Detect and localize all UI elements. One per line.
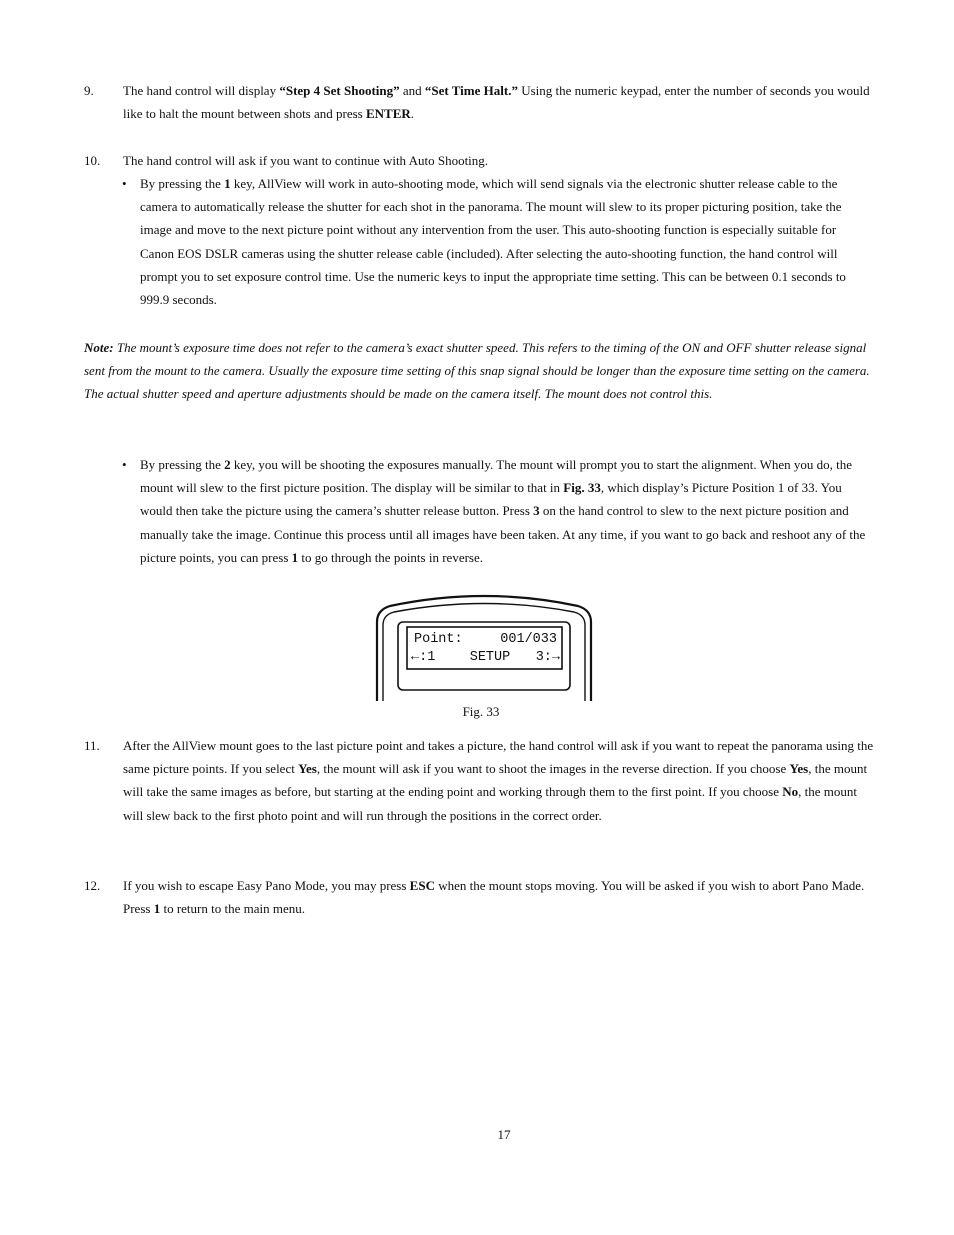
hand-control-illustration <box>374 594 594 702</box>
item-number: 10. <box>84 153 101 168</box>
note-paragraph <box>84 336 874 406</box>
lcd-line2-mid: SETUP <box>469 650 511 665</box>
note-label: Note: <box>84 340 114 355</box>
lcd-line1-left: Point: <box>414 632 463 647</box>
item-text: After the AllView mount goes to the last picture point and takes a picture, the hand control will ask if you want to repeat the panorama using the same picture points. If you select Yes, the mount will ask if you want to shoot the images in the reverse direction. If you choose Yes, the mount will take the same images as before, but starting at the ending point and working through them to the first point. If you choose No, the mount will slew back to the first photo point and will run through the positions in the correct order. <box>123 738 874 823</box>
bullet-dot: • <box>122 176 127 191</box>
lcd-line2-left: ←:1 <box>411 650 436 665</box>
item-number: 9. <box>84 83 94 98</box>
lcd-line2-right: 3:→ <box>535 650 560 665</box>
item-text: The hand control will ask if you want to continue with Auto Shooting. <box>123 153 489 168</box>
item-10 <box>84 149 874 172</box>
item-number: 12. <box>84 878 101 893</box>
bullet-manual-shooting <box>122 453 872 569</box>
item-text: If you wish to escape Easy Pano Mode, you may press ESC when the mount stops moving. You will be asked if you wish to abort Pano Made. Press 1 to return to the main menu. <box>123 878 865 917</box>
item-11 <box>84 734 874 827</box>
item-number: 11. <box>84 738 100 753</box>
item-12 <box>84 874 874 920</box>
bullet-text: By pressing the 1 key, AllView will work in auto-shooting mode, which will send signals via the electronic shutter release cable to the camera to automatically release the shutter for each shot in the panorama. The mount will slew to its proper picturing position, take the image and move to the next picture point without any intervention from the user. This auto-shooting function is especially suitable for Canon EOS DSLR cameras using the shutter release cable (included). After selecting the auto-shooting function, the hand control will prompt you to set exposure control time. Use the numeric keys to input the appropriate time setting. This can be between 0.1 seconds to 999.9 seconds. <box>140 176 846 308</box>
page-number: 17 <box>497 1127 511 1142</box>
bullet-dot: • <box>122 457 127 472</box>
lcd-line1-right: 001/033 <box>500 632 557 647</box>
figure-caption: Fig. 33 <box>462 704 500 719</box>
item-text: The hand control will display “Step 4 Set Shooting” and “Set Time Halt.” Using the numeric keypad, enter the number of seconds you would like to halt the mount between shots and press ENTER. <box>123 83 870 122</box>
hand-control-display-figure <box>374 594 594 702</box>
bullet-text: By pressing the 2 key, you will be shooting the exposures manually. The mount will prompt you to start the alignment. When you do, the mount will slew to the first picture position. The display will be similar to that in Fig. 33, which display’s Picture Position 1 of 33. You would then take the picture using the camera’s shutter release button. Press 3 on the hand control to slew to the next picture position and manually take the image. Continue this process until all images have been taken. At any time, if you want to go back and reshoot any of the picture points, you can press 1 to go through the points in reverse. <box>140 457 866 565</box>
item-9 <box>84 79 874 125</box>
bullet-auto-shooting <box>122 172 872 311</box>
note-text: The mount’s exposure time does not refer to the camera’s exact shutter speed. This refers to the timing of the ON and OFF shutter release signal sent from the mount to the camera. Usually the exposure time setting of this snap signal should be longer than the exposure time setting on the camera. The actual shutter speed and aperture adjustments should be made on the camera itself. The mount does not control this. <box>84 340 870 402</box>
